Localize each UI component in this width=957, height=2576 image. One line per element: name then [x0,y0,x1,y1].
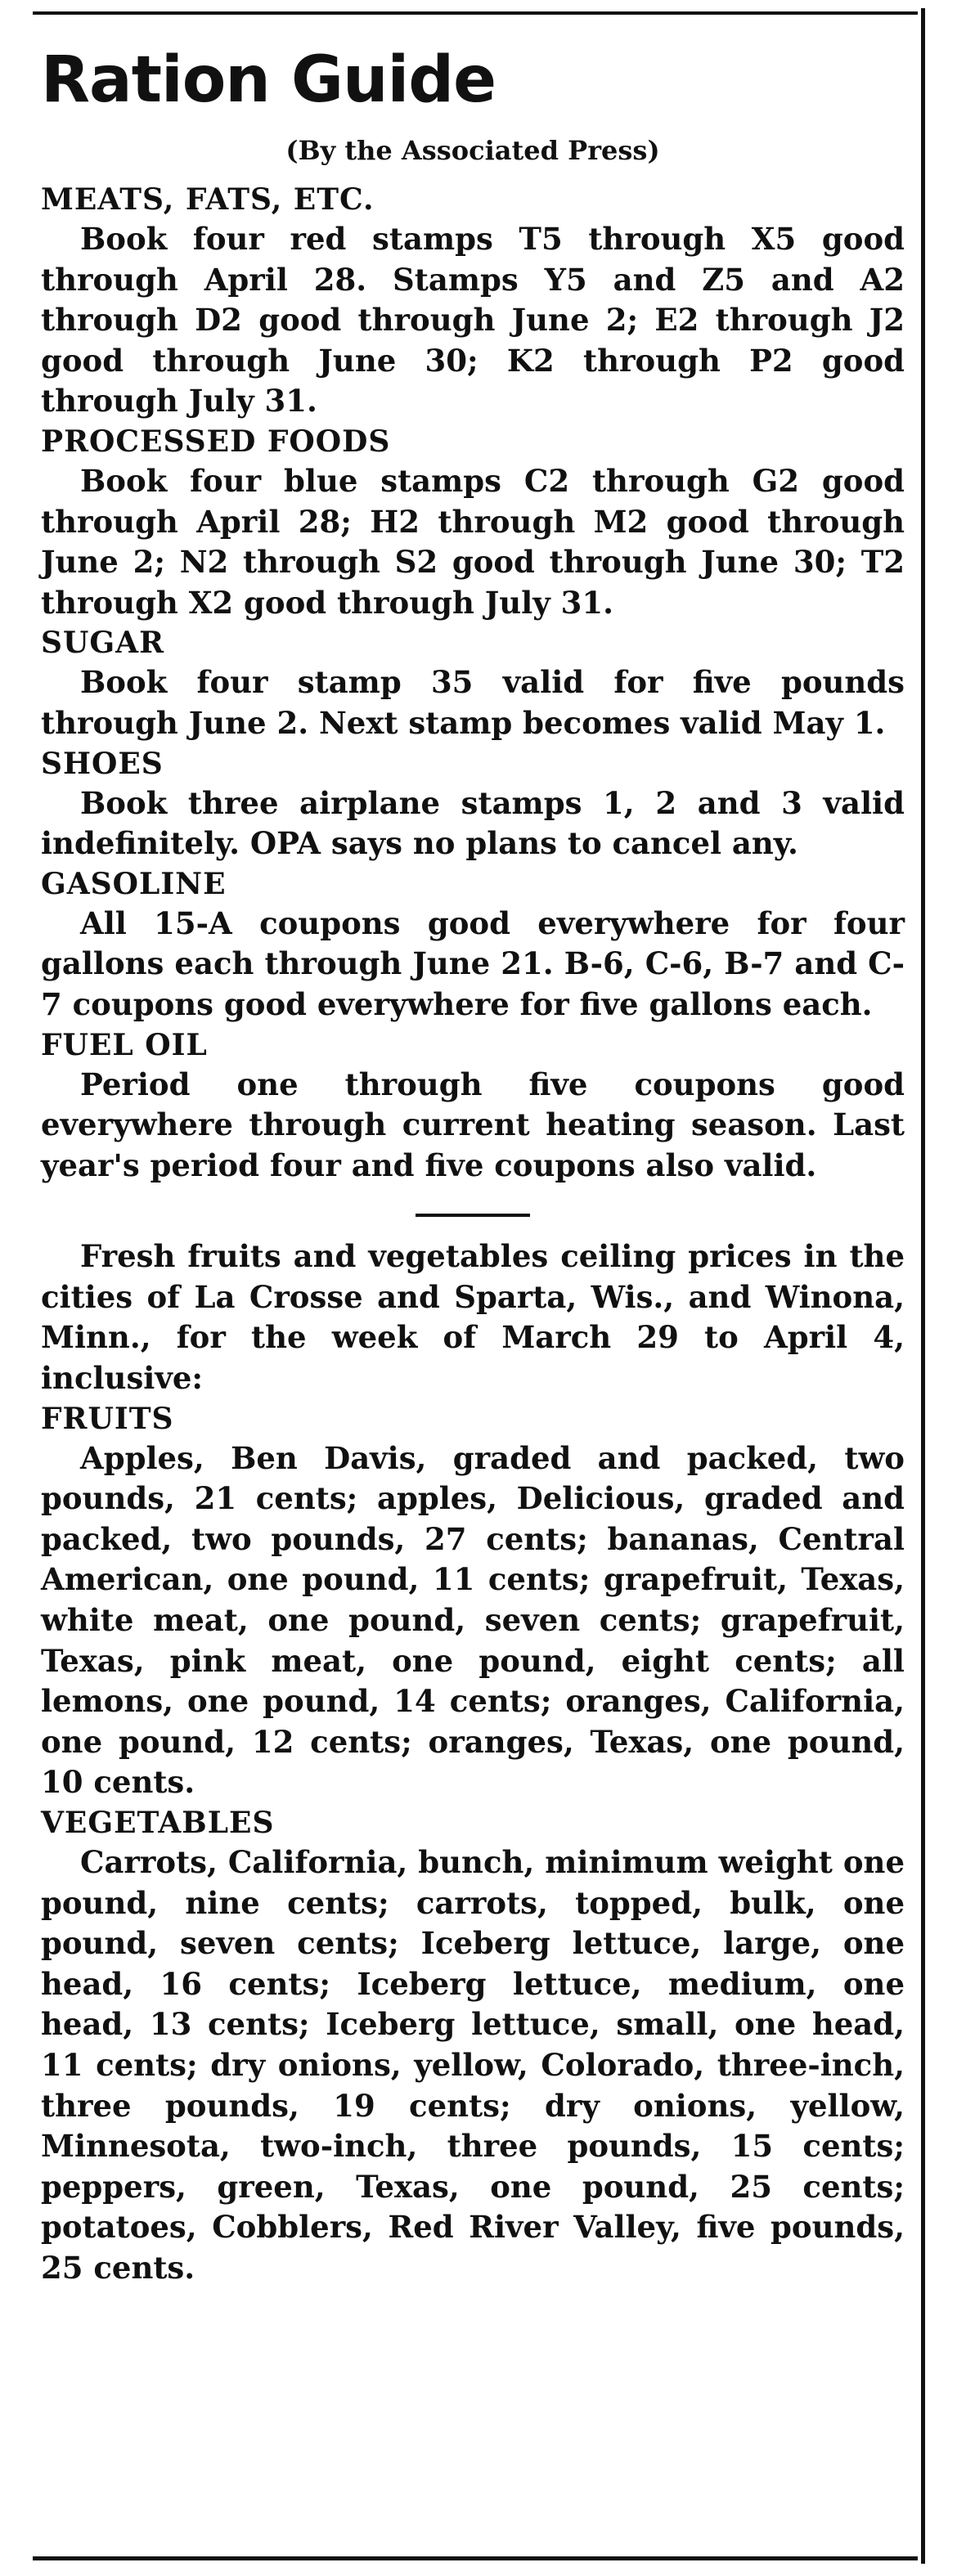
section-heading: FUEL OIL [41,1027,208,1062]
section-heading: GASOLINE [41,866,227,901]
section-text: Book four stamp 35 valid for five pounds through June 2. Next stamp becomes valid May 1. [41,664,905,741]
section-heading: PROCESSED FOODS [41,424,391,459]
section-heading: FRUITS [41,1401,174,1436]
section-processed-foods [41,422,905,623]
section-text: Apples, Ben Davis, graded and packed, two pounds, 21 cents; apples, Delicious, graded and packed, two pounds, 27 cents; bananas, Central American, one pound, 11 cents; grapefruit, Texas, white meat, one pound, seven cents; grapefruit, Texas, pink meat, one pound, eight cents; all lemons, one pound, 14 cents; oranges, California, one pound, 12 cents; oranges, Texas, one pound, 10 cents. [41,1439,905,1801]
section-meats [41,180,905,422]
section-fuel-oil [41,1025,905,1187]
section-heading: SHOES [41,746,164,781]
prices-intro: Fresh fruits and vegetables ceiling prices in the cities of La Crosse and Sparta, Wis., and Winona, Minn., for the week of March 29 to April 4, inclusive: [41,1238,905,1397]
article-column [41,39,905,2289]
section-heading: SUGAR [41,626,164,661]
byline: (By the Associated Press) [285,135,660,166]
section-text: Book four red stamps T5 through X5 good through April 28. Stamps Y5 and Z5 and A2 through D2 good through June 2; E2 through J2 good through June 30; K2 through P2 good through July 31. [41,221,905,420]
bottom-rule [33,2556,918,2560]
section-fruits [41,1399,905,1803]
section-text: Carrots, California, bunch, minimum weight one pound, nine cents; carrots, topped, bulk, one pound, seven cents; Iceberg lettuce, large, one head, 16 cents; Iceberg lettuce, medium, one head, 13 cents; Iceberg lettuce, small, one head, 11 cents; dry onions, yellow, Colorado, three-inch, three pounds, 19 cents; dry onions, yellow, Minnesota, two-inch, three pounds, 15 cents; peppers, green, Texas, one pound, 25 cents; potatoes, Cobblers, Red River Valley, five pounds, 25 cents. [41,1844,905,2286]
column-right-rule [921,8,925,2564]
section-shoes [41,744,905,864]
section-gasoline [41,864,905,1025]
section-text: Period one through five coupons good everywhere through current heating season. Last year's period four and five coupons also valid. [41,1066,905,1183]
section-vegetables [41,1803,905,2289]
section-divider [416,1214,530,1217]
section-text: All 15-A coupons good everywhere for four gallons each through June 21. B-6, C-6, B-7 and C-7 coupons good everywhere for five gallons each. [41,904,905,1022]
section-sugar [41,623,905,743]
article-title: Ration Guide [41,43,496,117]
section-heading: VEGETABLES [41,1806,275,1840]
section-heading: MEATS, FATS, ETC. [41,182,375,217]
top-rule [33,11,918,15]
section-text: Book three airplane stamps 1, 2 and 3 valid indefinitely. OPA says no plans to cancel any. [41,784,905,862]
section-text: Book four blue stamps C2 through G2 good through April 28; H2 through M2 good through June 2; N2 through S2 good through June 30; T2 through X2 good through July 31. [41,462,905,621]
